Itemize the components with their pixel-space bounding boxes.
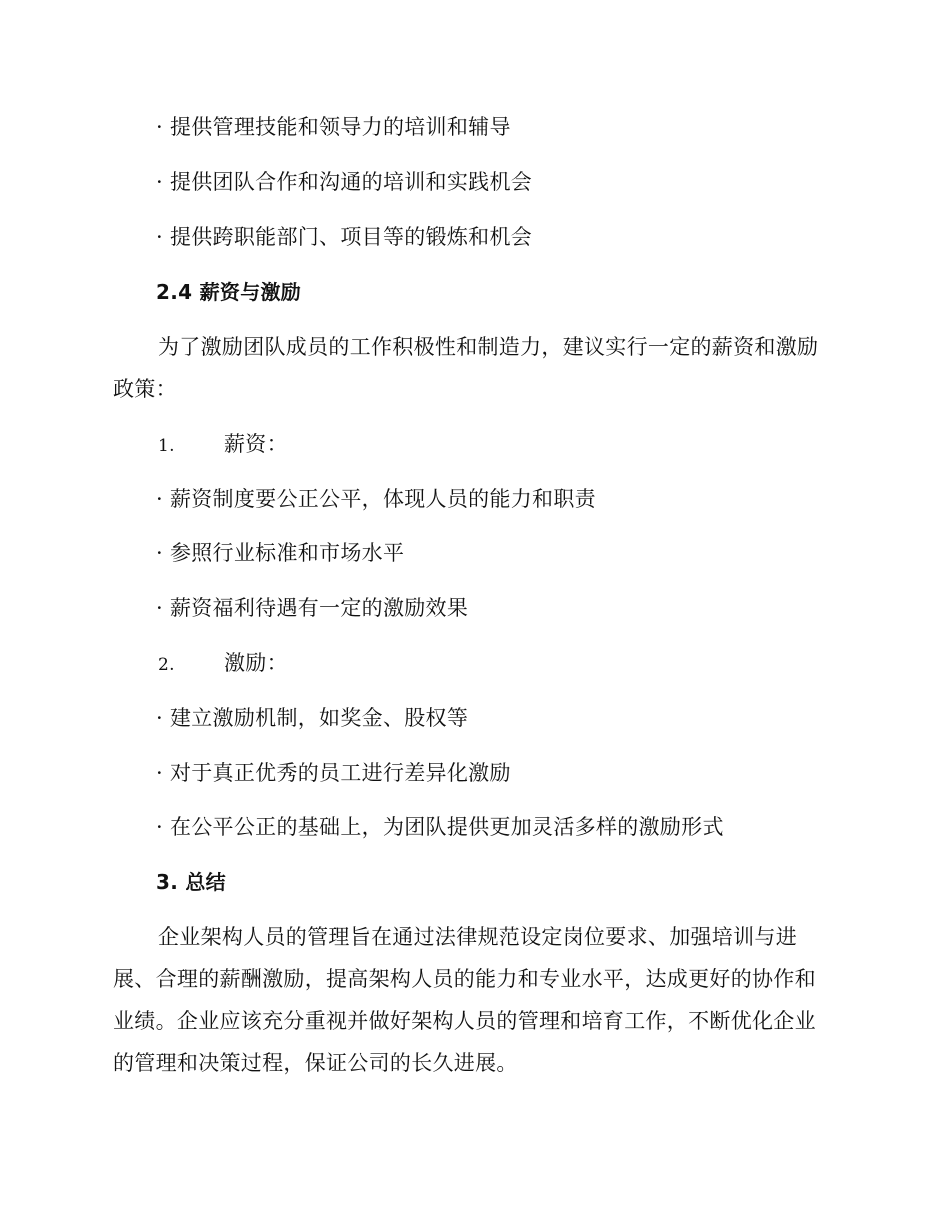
- item-label: 激励：: [224, 651, 288, 675]
- numbered-item: [158, 429, 288, 461]
- bullet-item: · 薪资福利待遇有一定的激励效果: [156, 596, 469, 620]
- paragraph-line: 业绩。企业应该充分重视并做好架构人员的管理和培育工作，不断优化企业: [113, 1009, 816, 1033]
- bullet-item: · 提供跨职能部门、项目等的锻炼和机会: [156, 225, 533, 249]
- bullet-item: · 参照行业标准和市场水平: [156, 541, 405, 565]
- bullet-item: · 薪资制度要公正公平，体现人员的能力和职责: [156, 487, 596, 511]
- paragraph-line: 为了激励团队成员的工作积极性和制造力，建议实行一定的薪资和激励: [158, 335, 819, 359]
- paragraph-line: 的管理和决策过程，保证公司的长久进展。: [113, 1051, 518, 1075]
- paragraph-line: 展、合理的薪酬激励，提高架构人员的能力和专业水平，达成更好的协作和: [113, 967, 816, 991]
- bullet-item: · 对于真正优秀的员工进行差异化激励: [156, 761, 511, 785]
- bullet-item: · 建立激励机制，如奖金、股权等: [156, 706, 469, 730]
- numbered-item: [158, 648, 288, 680]
- section-heading-pay: 2.4 薪资与激励: [156, 280, 302, 304]
- section-heading-summary: 3. 总结: [156, 870, 226, 894]
- bullet-item: · 提供团队合作和沟通的培训和实践机会: [156, 170, 533, 194]
- bullet-item: · 提供管理技能和领导力的培训和辅导: [156, 115, 511, 139]
- bullet-item: · 在公平公正的基础上，为团队提供更加灵活多样的激励形式: [156, 815, 724, 839]
- item-number: 2.: [158, 655, 175, 675]
- item-number: 1.: [158, 436, 175, 456]
- paragraph-line: 企业架构人员的管理旨在通过法律规范设定岗位要求、加强培训与进: [158, 925, 797, 949]
- item-label: 薪资：: [224, 432, 288, 456]
- paragraph-line: 政策：: [113, 377, 177, 401]
